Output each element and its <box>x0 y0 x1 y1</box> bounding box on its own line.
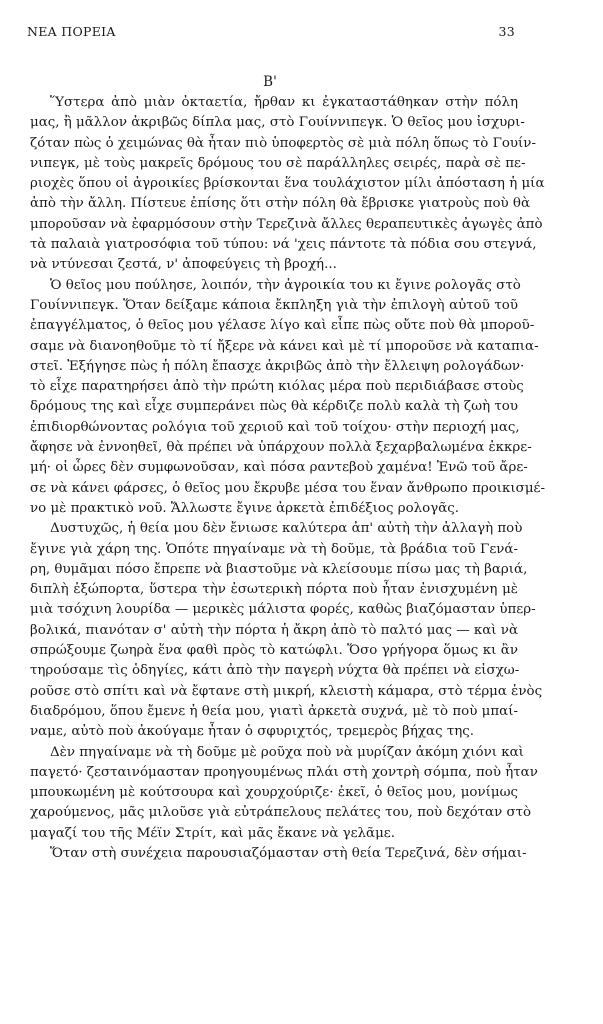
page-number: 33 <box>498 24 515 39</box>
text-line: ροῦσε στὸ σπίτι καὶ νὰ ἔφτανε στὴ μικρή, κλειστὴ κάμαρα, στὸ τέρμα ἑνὸς <box>30 683 543 699</box>
text-line: μιὰ τσόχινη λουρίδα — μερικὲς μάλιστα φορές, καθὼς βιαζόμασταν ὑπερ- <box>30 602 536 618</box>
paragraph <box>30 93 545 276</box>
text-line: ἐπαγγέλματος, ὁ θεῖος μου γέλασε λίγο καὶ εἶπε πὼς οὔτε ποὺ θὰ μποροῦ- <box>30 318 535 334</box>
text-line: ναμε, αὐτὸ ποὺ ἀκούγαμε ἦταν ὁ σφυριχτός, τρεμερὸς βήχας της. <box>30 724 475 740</box>
body-text <box>30 93 545 864</box>
text-line: ἄφησε νὰ ἐννοηθεῖ, θὰ πρέπει νὰ ὑπάρχουν πολλὰ ξεχαρβαλωμένα ἐκκρε- <box>30 440 532 456</box>
paragraph <box>30 276 545 520</box>
text-line: Ὁ θεῖος μου πούλησε, λοιπόν, τὴν ἀγροικία του κι ἔγινε ρολογᾶς στὸ <box>50 277 521 293</box>
text-line: ριοχὲς ὅπου οἱ ἀγροικίες βρίσκονται ἕνα τουλάχιστον μίλι ἀπόσταση ἡ μία <box>30 176 545 192</box>
text-line: τὸ εἶχε παρατηρήσει ἀπὸ τὴν πρώτη κιόλας μέρα ποὺ περιδιάβασε στοὺς <box>30 379 524 395</box>
text-line: ζόταν πὼς ὁ χειμώνας θὰ ἦταν πιὸ ὑποφερτὸς σὲ μιὰ πόλη ὅπως τὸ Γουίν- <box>30 135 536 151</box>
text-line: νὰ ντύνεσαι ζεστά, ν' ἀποφεύγεις τὴ βροχή... <box>30 257 337 273</box>
running-header <box>27 24 515 44</box>
paragraph <box>30 844 527 864</box>
text-line: ρη, θυμᾶμαι πόσο ἔπρεπε νὰ βιαστοῦμε νὰ κλείσουμε πίσω μας τὴ βαριά, <box>30 561 528 577</box>
text-line: μας, ἢ μᾶλλον ἀκριβῶς δίπλα μας, στὸ Γουίννιπεγκ. Ὁ θεῖος μου ἰσχυρι- <box>30 115 525 131</box>
text-line: διπλὴ ἐξώπορτα, ὕστερα τὴν ἐσωτερικὴ πόρτα ποὺ ἦταν ἐνισχυμένη μὲ <box>30 582 518 598</box>
text-line: τὰ παλαιὰ γιατροσόφια τοῦ τύπου: νά 'χεις πάντοτε τὰ πόδια σου στεγνά, <box>30 237 537 253</box>
text-line: μαγαζί του τῆς Μέϊν Στρίτ, καὶ μᾶς ἔκανε νὰ γελᾶμε. <box>30 825 395 841</box>
text-line: μπουκωμένη μὲ κούτσουρα καὶ χουρχούριζε· ἐκεῖ, ὁ θεῖος μου, μονίμως <box>30 785 518 801</box>
text-line: Ὕστερα ἀπὸ μιὰν ὀκταετία, ἤρθαν κι ἐγκαταστάθηκαν στὴν πόλη <box>50 95 518 110</box>
text-line: ἀπὸ τὴν ἄλλη. Πίστευε ἐπίσης ὅτι στὴν πόλη θὰ ἔβρισκε γιατροὺς ποὺ θὰ <box>30 196 531 212</box>
text-line: Δὲν πηγαίναμε νὰ τὴ δοῦμε μὲ ροῦχα ποὺ νὰ μυρίζαν ἀκόμη χιόνι καὶ <box>50 744 524 760</box>
text-line: νο μὲ πρακτικὸ νοῦ. Ἄλλωστε ἔγινε ἀρκετὰ ἐπιδέξιος ρολογᾶς. <box>30 500 460 516</box>
text-line: μή· οἱ ὧρες δὲν συμφωνοῦσαν, καὶ πόσα ραντεβοὺ χαμένα! Ἐνῶ τοῦ ἄρε- <box>30 460 528 476</box>
text-line: τηρούσαμε τὶς ὁδηγίες, κάτι ἀπὸ τὴν παγερὴ νύχτα θὰ πρέπει νὰ εἰσχω- <box>30 663 520 679</box>
journal-title: ΝΕΑ ΠΟΡΕΙΑ <box>27 24 116 39</box>
text-line: παγετό· ζεσταινόμασταν προηγουμένως πλάι στὴ χοντρὴ σόμπα, ποὺ ἦταν <box>30 764 538 780</box>
paragraph <box>30 743 538 844</box>
text-line: Γουίννιπεγκ. Ὅταν δείξαμε κάποια ἔκπληξη γιὰ τὴν ἐπιλογὴ αὐτοῦ τοῦ <box>30 297 518 313</box>
text-line: Δυστυχῶς, ἡ θεία μου δὲν ἔνιωσε καλύτερα ἀπ' αὐτὴ τὴν ἀλλαγὴ ποὺ <box>50 521 523 537</box>
section-heading: Β' <box>263 74 277 90</box>
text-line: Ὅταν στὴ συνέχεια παρουσιαζόμασταν στὴ θεία Τερεζινά, δὲν σήμαι- <box>50 845 527 861</box>
paragraph <box>30 519 543 742</box>
text-line: σπρώξουμε ζωηρὰ ἕνα φαθὶ πρὸς τὸ κατώφλι. Ὅσο γρήγορα ὅμως κι ἂν <box>30 643 518 659</box>
text-line: νιπεγκ, μὲ τοὺς μακρεῖς δρόμους του σὲ παράλληλες σειρές, παρὰ σὲ πε- <box>30 155 526 171</box>
text-line: σε νὰ κάνει φάρσες, ὁ θεῖος μου ἔκρυβε μέσα του ἕναν ἄνθρωπο προικισμέ- <box>30 480 545 496</box>
text-line: βολικά, πιανόταν σ' αὐτὴ τὴν πόρτα ἡ ἄκρη ἀπὸ τὸ παλτό μας — καὶ νὰ <box>30 622 518 638</box>
text-line: διαδρόμου, ὅπου ἔμενε ἡ θεία μου, γιατὶ ἀρκετὰ συχνά, μὲ τὸ ποὺ μπαί- <box>30 703 518 719</box>
text-line: ἐπιδιορθώνοντας ρολόγια τοῦ χεριοῦ καὶ τοῦ τοίχου· στὴν περιοχή μας, <box>30 419 520 435</box>
text-line: χαρούμενος, μᾶς μιλοῦσε γιὰ εὐτράπελους πελάτες του, ποὺ δεχόταν στὸ <box>30 805 532 821</box>
text-line: ἔγινε γιὰ χάρη της. Ὁπότε πηγαίναμε νὰ τὴ δοῦμε, τὰ βράδια τοῦ Γενά- <box>30 541 518 557</box>
text-line: μποροῦσαν νὰ ἐφαρμόσουν στὴν Τερεζινὰ ἄλλες θεραπευτικὲς ἀγωγὲς ἀπὸ <box>30 216 543 232</box>
text-line: στεῖ. Ἐξήγησε πὼς ἡ πόλη ἔπασχε ἀκριβῶς ἀπὸ τὴν ἔλλειψη ρολογάδων· <box>30 358 525 374</box>
text-line: σαμε νὰ διανοηθοῦμε τὸ τί ἤξερε νὰ κάνει καὶ μὲ τί μποροῦσε νὰ καταπια- <box>30 338 539 354</box>
text-line: δρόμους της καὶ εἶχε συμπεράνει πὼς θὰ κέρδιζε πολὺ καλὰ τὴ ζωὴ του <box>30 399 518 415</box>
